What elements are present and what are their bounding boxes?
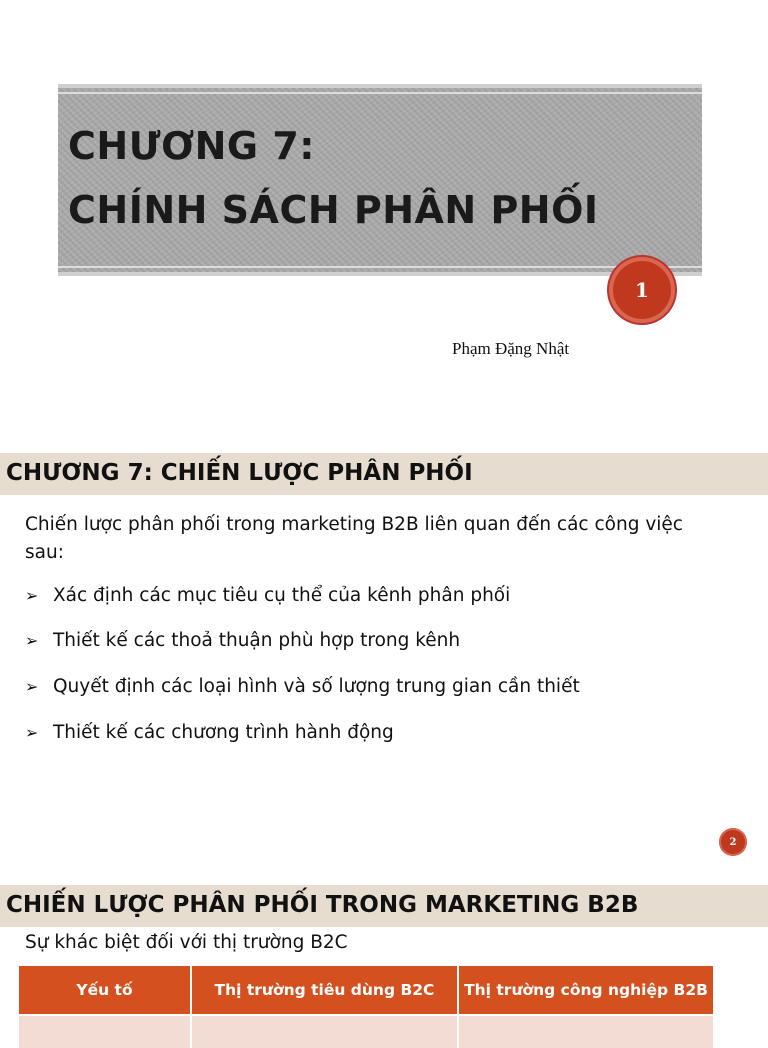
- slide-number-badge: 1: [609, 257, 675, 323]
- title-line-1: CHƯƠNG 7:: [68, 124, 315, 168]
- comparison-table: [19, 966, 713, 1048]
- table-header-row: [19, 966, 713, 1015]
- column-header: Thị trường tiêu dùng B2C: [191, 966, 458, 1015]
- table-cell: [191, 1015, 458, 1048]
- intro-text: Chiến lược phân phối trong marketing B2B liên quan đến các công việc sau:: [25, 514, 683, 563]
- slide-header-text: CHƯƠNG 7: CHIẾN LƯỢC PHÂN PHỐI: [6, 460, 473, 486]
- subtitle-text: Sự khác biệt đối với thị trường B2C: [25, 932, 348, 953]
- bullet-text: Quyết định các loại hình và số lượng trung gian cần thiết: [53, 676, 580, 697]
- slide-1: [0, 0, 768, 420]
- slide-header: [0, 453, 768, 495]
- arrow-bullet-icon: ➢: [25, 631, 39, 650]
- column-header: Thị trường công nghiệp B2B: [458, 966, 713, 1015]
- column-header: Yếu tố: [19, 966, 191, 1015]
- arrow-bullet-icon: ➢: [25, 586, 39, 605]
- bullet-text: Xác định các mục tiêu cụ thể của kênh phân phối: [53, 585, 511, 606]
- table-cell: [458, 1015, 713, 1048]
- bullet-item: [25, 722, 394, 743]
- slide-number-badge: 2: [719, 828, 747, 856]
- slide-3: [0, 885, 768, 1024]
- table-row: [19, 1015, 713, 1048]
- table-cell: [19, 1015, 191, 1048]
- slide-header: [0, 885, 768, 927]
- arrow-bullet-icon: ➢: [25, 677, 39, 696]
- slide-header-text: CHIẾN LƯỢC PHÂN PHỐI TRONG MARKETING B2B: [6, 892, 639, 918]
- author-name: Phạm Đặng Nhật: [452, 339, 570, 358]
- slide-2: [0, 450, 768, 870]
- bullet-item: [25, 585, 510, 606]
- arrow-bullet-icon: ➢: [25, 723, 39, 742]
- bullet-text: Thiết kế các chương trình hành động: [53, 722, 394, 743]
- bullet-text: Thiết kế các thoả thuận phù hợp trong kênh: [53, 630, 461, 651]
- title-line-2: CHÍNH SÁCH PHÂN PHỐI: [68, 188, 599, 232]
- bullet-item: [25, 630, 460, 651]
- bullet-item: [25, 676, 580, 697]
- title-band: [58, 84, 702, 276]
